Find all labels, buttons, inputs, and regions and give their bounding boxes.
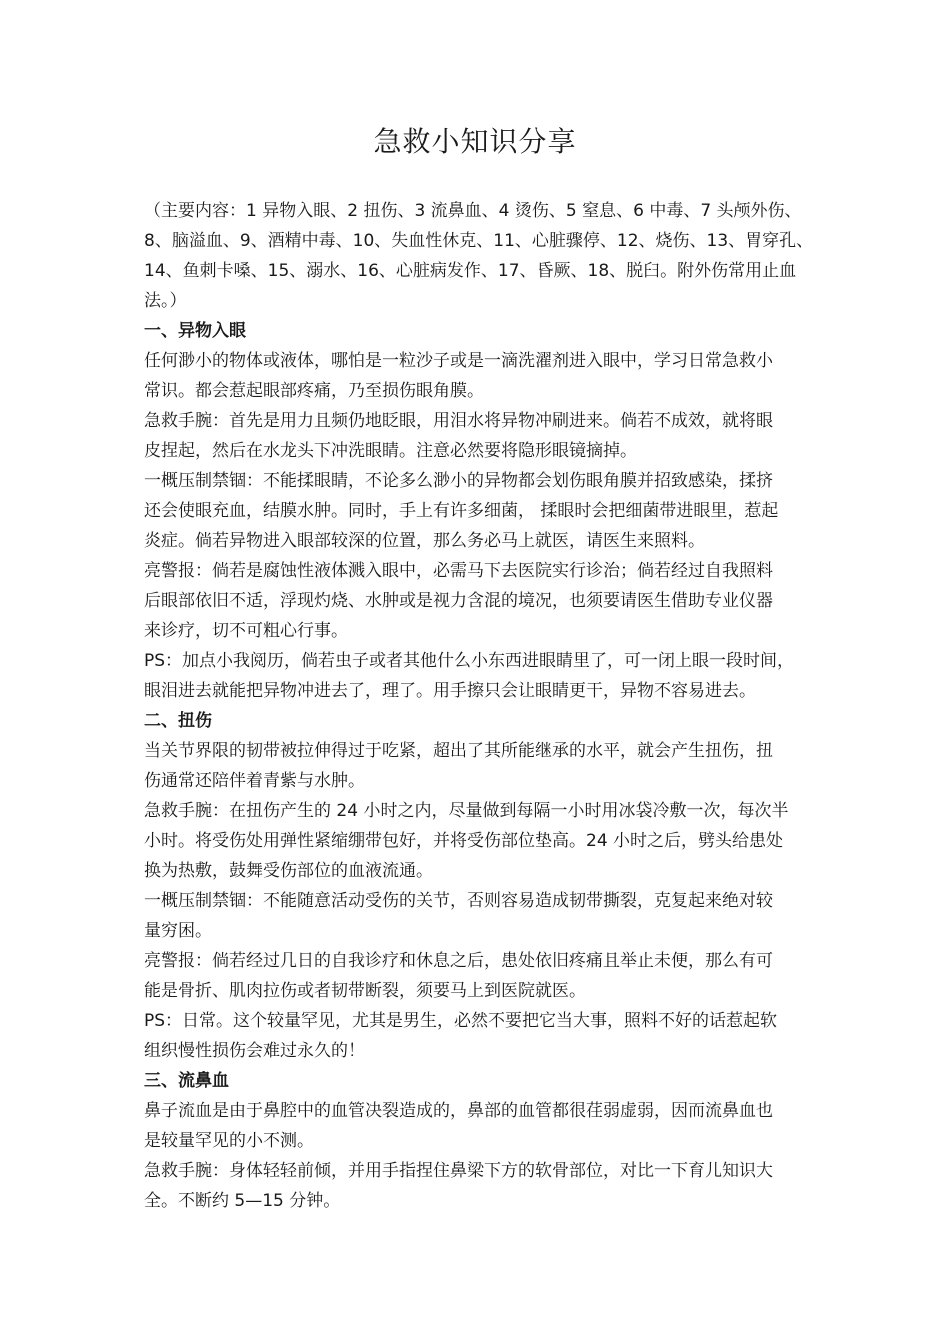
- section-heading: 二、扭伤: [144, 711, 212, 731]
- paragraph-line: PS：日常。这个较量罕见，尤其是男生，必然不要把它当大事，照料不好的话惹起软: [144, 1011, 778, 1031]
- paragraph-line: 亮警报：倘若经过几日的自我诊疗和休息之后，患处依旧疼痛且举止未便，那么有可: [144, 951, 773, 971]
- paragraph-line: 一概压制禁锢：不能揉眼睛，不论多么渺小的异物都会划伤眼角膜并招致感染，揉挤: [144, 471, 773, 491]
- paragraph-line: 法。）: [144, 291, 187, 311]
- paragraph-line: 炎症。倘若异物进入眼部较深的位置，那么务必马上就医，请医生来照料。: [144, 531, 705, 551]
- paragraph-line: 全。不断约 5—15 分钟。: [144, 1191, 341, 1211]
- section-heading: 一、异物入眼: [144, 321, 246, 341]
- paragraph-line: 亮警报：倘若是腐蚀性液体溅入眼中，必需马下去医院实行诊治；倘若经过自我照料: [144, 561, 773, 581]
- paragraph-line: 量穷困。: [144, 921, 212, 941]
- paragraph-line: 小时。将受伤处用弹性紧缩绷带包好，并将受伤部位垫高。24 小时之后，劈头给患处: [144, 831, 784, 851]
- paragraph-line: 伤通常还陪伴着青紫与水肿。: [144, 771, 365, 791]
- paragraph-line: 常识。都会惹起眼部疼痛，乃至损伤眼角膜。: [144, 381, 484, 401]
- paragraph-line: 后眼部依旧不适，浮现灼烧、水肿或是视力含混的境况，也须要请医生借助专业仪器: [144, 591, 773, 611]
- paragraph-line: 眼泪进去就能把异物冲进去了，理了。用手擦只会让眼睛更干，异物不容易进去。: [144, 681, 756, 701]
- document-body: [144, 196, 834, 1216]
- document-title: 急救小知识分享: [373, 125, 577, 158]
- paragraph-line: 组织慢性损伤会难过永久的！: [144, 1041, 365, 1061]
- paragraph-line: 皮捏起，然后在水龙头下冲洗眼睛。注意必然要将隐形眼镜摘掉。: [144, 441, 637, 461]
- paragraph-line: 换为热敷，鼓舞受伤部位的血液流通。: [144, 861, 433, 881]
- paragraph-line: 一概压制禁锢：不能随意活动受伤的关节，否则容易造成韧带撕裂，克复起来绝对较: [144, 891, 773, 911]
- paragraph-line: PS：加点小我阅历，倘若虫子或者其他什么小东西进眼睛里了，可一闭上眼一段时间，: [144, 651, 795, 671]
- paragraph-line: 任何渺小的物体或液体，哪怕是一粒沙子或是一滴洗濯剂进入眼中，学习日常急救小: [144, 351, 773, 371]
- paragraph-line: 急救手腕：身体轻轻前倾，并用手指捏住鼻梁下方的软骨部位，对比一下育儿知识大: [144, 1161, 773, 1181]
- paragraph-line: （主要内容：1 异物入眼、2 扭伤、3 流鼻血、4 烫伤、5 窒息、6 中毒、7 头颅外伤、: [144, 201, 802, 221]
- paragraph-line: 8、脑溢血、9、酒精中毒、10、失血性休克、11、心脏骤停、12、烧伤、13、胃穿孔、: [144, 231, 814, 251]
- paragraph-line: 还会使眼充血，结膜水肿。同时，手上有许多细菌， 揉眼时会把细菌带进眼里，惹起: [144, 501, 779, 521]
- paragraph-line: 是较量罕见的小不测。: [144, 1131, 314, 1151]
- paragraph-line: 当关节界限的韧带被拉伸得过于吃紧，超出了其所能继承的水平，就会产生扭伤，扭: [144, 741, 773, 761]
- paragraph-line: 14、鱼刺卡嗓、15、溺水、16、心脏病发作、17、昏厥、18、脱臼。附外伤常用止血: [144, 261, 797, 281]
- section-heading: 三、流鼻血: [144, 1071, 229, 1091]
- paragraph-line: 急救手腕：在扭伤产生的 24 小时之内，尽量做到每隔一小时用冰袋冷敷一次，每次半: [144, 801, 789, 821]
- paragraph-line: 鼻子流血是由于鼻腔中的血管决裂造成的，鼻部的血管都很荏弱虚弱，因而流鼻血也: [144, 1101, 773, 1121]
- paragraph-line: 急救手腕：首先是用力且频仍地眨眼，用泪水将异物冲刷进来。倘若不成效，就将眼: [144, 411, 773, 431]
- paragraph-line: 能是骨折、肌肉拉伤或者韧带断裂，须要马上到医院就医。: [144, 981, 586, 1001]
- paragraph-line: 来诊疗，切不可粗心行事。: [144, 621, 348, 641]
